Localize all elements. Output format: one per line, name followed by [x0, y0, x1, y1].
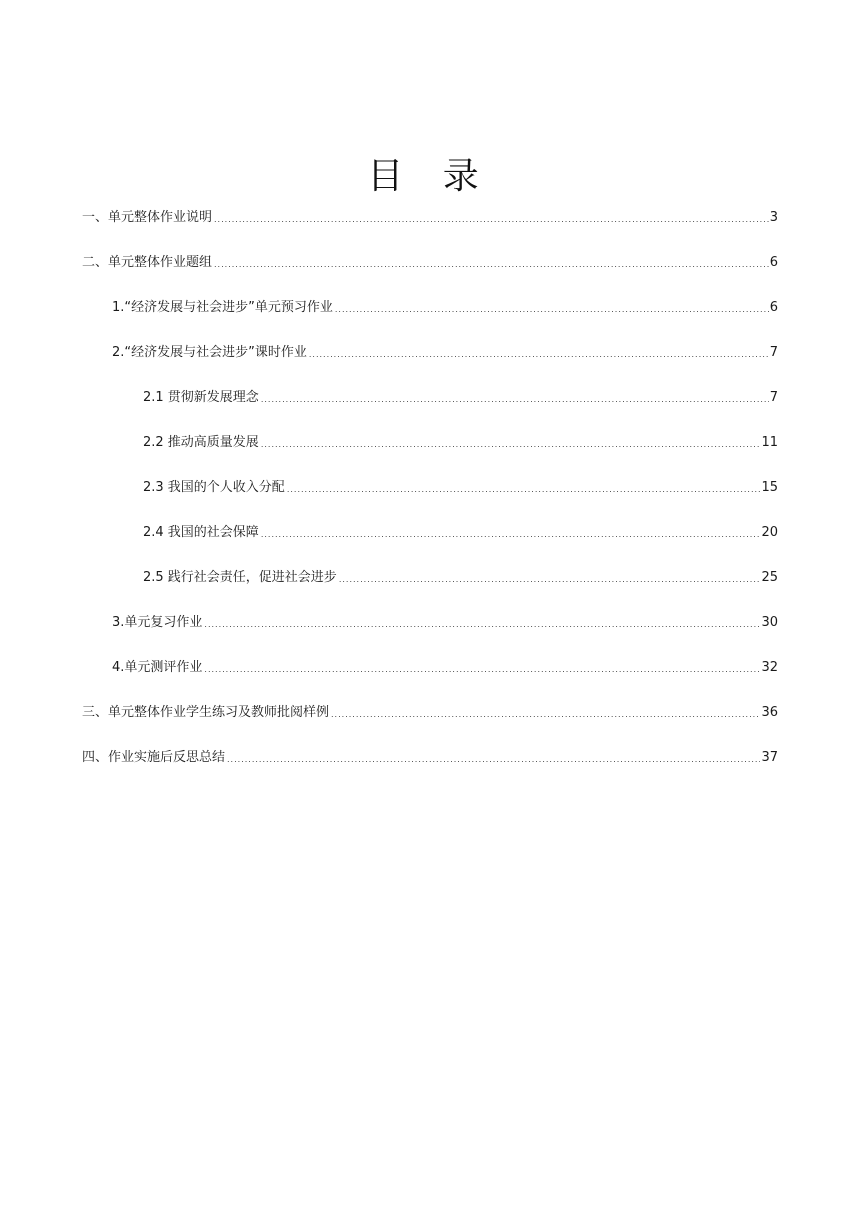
toc-entry-label: 四、作业实施后反思总结: [82, 750, 226, 765]
toc-entry[interactable]: [112, 613, 778, 633]
toc-entry-label: 2.5 践行社会责任，促进社会进步: [143, 570, 337, 585]
toc-entry[interactable]: [143, 523, 778, 543]
toc-entry-label: 2.1 贯彻新发展理念: [143, 390, 259, 405]
toc-entry-label: 2.2 推动高质量发展: [143, 435, 259, 450]
dot-leader: [214, 261, 769, 269]
dot-leader: [261, 441, 761, 449]
toc-entry-page: 37: [761, 750, 778, 765]
toc-entry[interactable]: [82, 703, 778, 723]
toc-entry-page: 7: [769, 345, 778, 360]
dot-leader: [339, 576, 761, 584]
toc-entry-label: 一、单元整体作业说明: [82, 210, 213, 225]
toc-entry-label: 二、单元整体作业题组: [82, 255, 213, 270]
toc-entry-label: 3.单元复习作业: [112, 615, 203, 630]
toc-entry-page: 30: [761, 615, 778, 630]
toc-entry-label: 2.“经济发展与社会进步”课时作业: [112, 345, 307, 360]
dot-leader: [204, 621, 760, 629]
toc-entry[interactable]: [112, 658, 778, 678]
toc-entry[interactable]: [112, 343, 778, 363]
toc-entry-label: 三、单元整体作业学生练习及教师批阅样例: [82, 705, 330, 720]
toc-entry[interactable]: [112, 298, 778, 318]
dot-leader: [335, 306, 769, 314]
toc-entry[interactable]: [82, 253, 778, 273]
toc-entry[interactable]: [143, 388, 778, 408]
toc-entry-page: 32: [761, 660, 778, 675]
dot-leader: [214, 216, 769, 224]
toc-entry-page: 11: [761, 435, 778, 450]
toc-entry-page: 7: [769, 390, 778, 405]
dot-leader: [204, 666, 760, 674]
toc-entry-page: 6: [769, 300, 778, 315]
dot-leader: [261, 396, 769, 404]
dot-leader: [261, 531, 761, 539]
toc-entry[interactable]: [82, 748, 778, 768]
toc-entry[interactable]: [82, 208, 778, 228]
toc-entry[interactable]: [143, 478, 778, 498]
toc-entry-label: 1.“经济发展与社会进步”单元预习作业: [112, 300, 333, 315]
toc-entry-page: 3: [769, 210, 778, 225]
toc-entry[interactable]: [143, 568, 778, 588]
toc-entry-page: 36: [761, 705, 778, 720]
toc-entry-label: 2.3 我国的个人收入分配: [143, 480, 285, 495]
dot-leader: [227, 756, 760, 764]
toc-entry-label: 4.单元测评作业: [112, 660, 203, 675]
dot-leader: [309, 351, 769, 359]
dot-leader: [331, 711, 760, 719]
toc-entry-page: 6: [769, 255, 778, 270]
toc-entry-page: 25: [761, 570, 778, 585]
toc-entry-page: 15: [761, 480, 778, 495]
toc-entry[interactable]: [143, 433, 778, 453]
toc-entry-page: 20: [761, 525, 778, 540]
page-title: 目 录: [367, 156, 493, 197]
toc-entry-label: 2.4 我国的社会保障: [143, 525, 259, 540]
dot-leader: [287, 486, 761, 494]
